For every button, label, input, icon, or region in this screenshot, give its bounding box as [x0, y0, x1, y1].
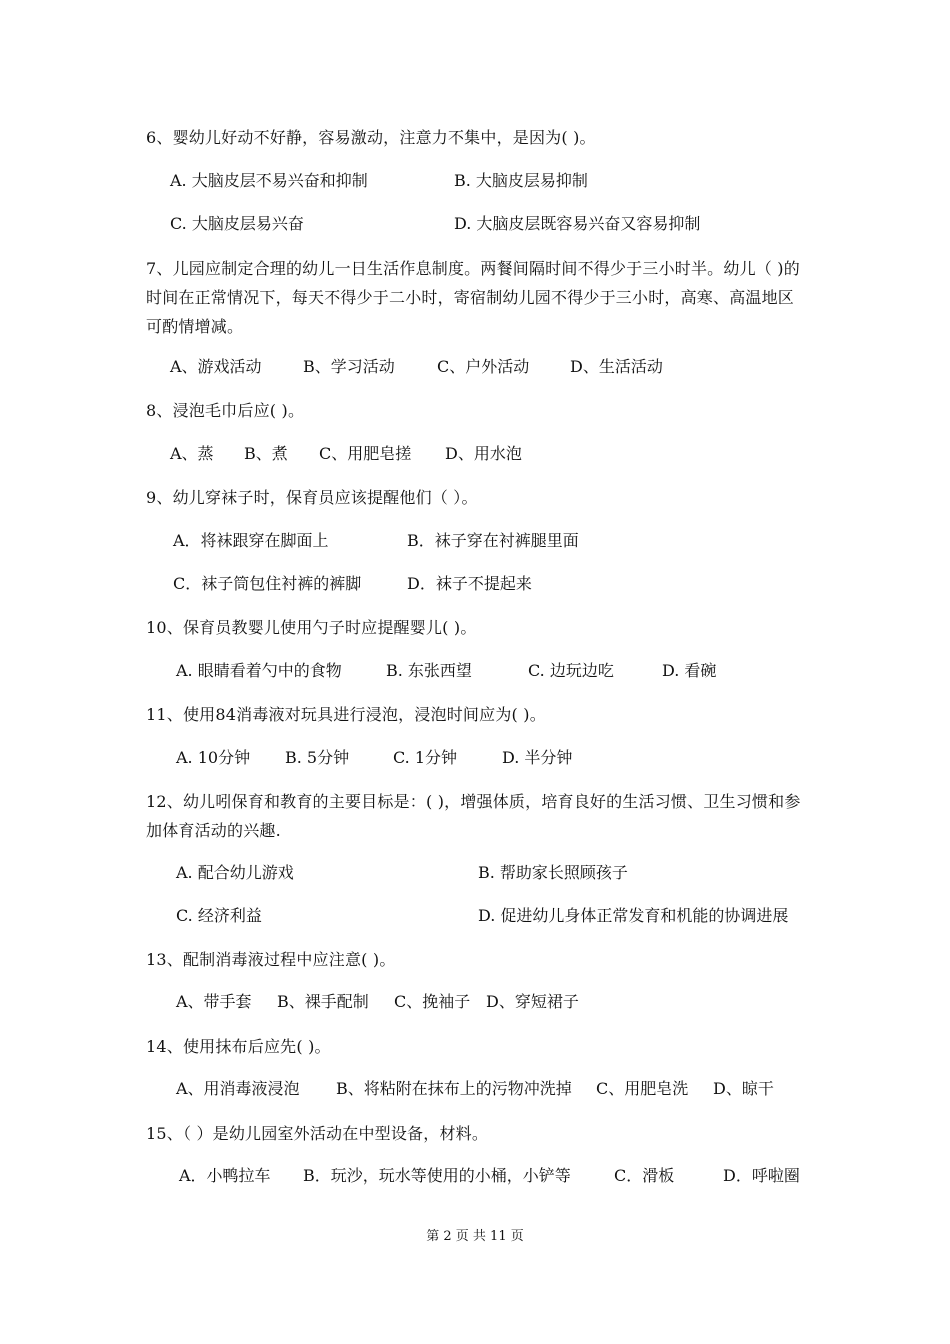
question-15-stem: 15、（ ）是幼儿园室外活动在中型设备，材料。: [146, 1124, 489, 1143]
option: B．袜子穿在衬裤腿里面: [407, 531, 579, 550]
option: C、挽袖子: [394, 992, 471, 1011]
option: A、带手套: [176, 992, 252, 1011]
option: B. 东张西望: [386, 661, 472, 680]
option: D、生活活动: [570, 357, 663, 376]
option: C．袜子筒包住衬裤的裤脚: [173, 574, 362, 593]
page-number: 第 2 页 共 11 页: [426, 1229, 524, 1244]
option: B、学习活动: [303, 357, 395, 376]
option: A．小鸭拉车: [179, 1166, 271, 1185]
option: C、用肥皂洗: [596, 1079, 689, 1098]
option: B、将粘附在抹布上的污物冲洗掉: [336, 1079, 572, 1098]
option: B. 5分钟: [285, 748, 350, 767]
option: C. 大脑皮层易兴奋: [170, 214, 304, 233]
option: B. 大脑皮层易抑制: [454, 171, 588, 190]
option: A、用消毒液浸泡: [176, 1079, 300, 1098]
option: D．呼啦圈: [723, 1166, 800, 1185]
option: A. 大脑皮层不易兴奋和抑制: [170, 171, 368, 190]
question-9-stem: 9、幼儿穿袜子时，保育员应该提醒他们（ ）。: [146, 488, 478, 507]
option: C、用肥皂搓: [319, 444, 412, 463]
option: C. 边玩边吃: [528, 661, 614, 680]
option: D. 促进幼儿身体正常发育和机能的协调进展: [478, 906, 789, 925]
option: D、用水泡: [445, 444, 522, 463]
option: A、蒸: [170, 444, 214, 463]
question-11-stem: 11、使用84消毒液对玩具进行浸泡，浸泡时间应为( )。: [146, 705, 546, 724]
option: A. 配合幼儿游戏: [176, 863, 294, 882]
question-12-stem: 12、幼儿吲保育和教育的主要目标是：( )，增强体质，培育良好的生活习惯、卫生习惯和参加体育活动的兴趣.: [146, 792, 801, 840]
option: B．玩沙，玩水等使用的小桶，小铲等: [303, 1166, 571, 1185]
option: D、穿短裙子: [486, 992, 579, 1011]
question-13-stem: 13、配制消毒液过程中应注意( )。: [146, 950, 396, 969]
option: C. 1分钟: [393, 748, 458, 767]
question-6-stem: 6、婴幼儿好动不好静，容易激动，注意力不集中，是因为( )。: [146, 128, 596, 147]
option: A. 眼睛看着勺中的食物: [176, 661, 342, 680]
option: D. 大脑皮层既容易兴奋又容易抑制: [454, 214, 701, 233]
option: C．滑板: [614, 1166, 675, 1185]
option: C. 经济利益: [176, 906, 262, 925]
option: C、户外活动: [437, 357, 530, 376]
option: D. 看碗: [662, 661, 717, 680]
option: D、晾干: [713, 1079, 774, 1098]
question-10-stem: 10、保育员教婴儿使用勺子时应提醒婴儿( )。: [146, 618, 477, 637]
option: B、裸手配制: [277, 992, 369, 1011]
option: B、煮: [244, 444, 288, 463]
option: A．将袜跟穿在脚面上: [173, 531, 329, 550]
option: D．袜子不提起来: [407, 574, 532, 593]
question-8-stem: 8、浸泡毛巾后应( )。: [146, 401, 305, 420]
option: A、游戏活动: [170, 357, 262, 376]
option: B. 帮助家长照顾孩子: [478, 863, 628, 882]
question-7-stem: 7、儿园应制定合理的幼儿一日生活作息制度。两餐间隔时间不得少于三小时半。幼儿（ )的时间在正常情况下，每天不得少于二小时，寄宿制幼儿园不得少于三小时，高寒、高温地区可酌情增减。: [146, 259, 800, 336]
question-14-stem: 14、使用抹布后应先( )。: [146, 1037, 331, 1056]
option: D. 半分钟: [502, 748, 573, 767]
option: A. 10分钟: [176, 748, 251, 767]
